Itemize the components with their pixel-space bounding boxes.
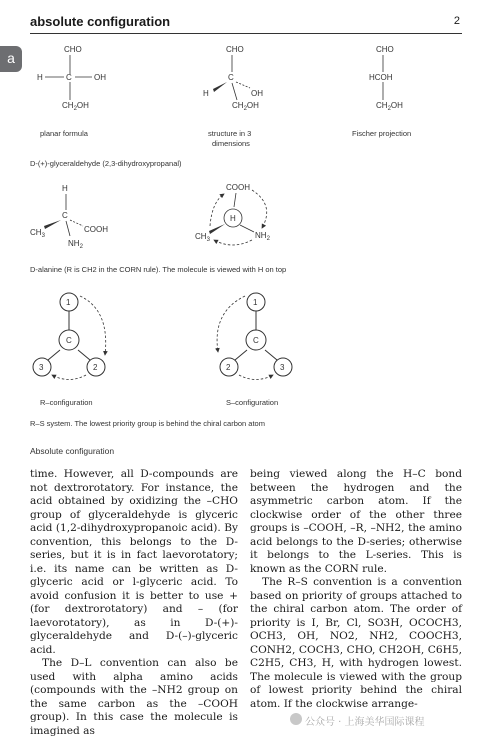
section-tab: a	[0, 46, 22, 72]
node-label: 1	[66, 298, 71, 307]
figure2-subcaption: D-alanine (R is CH2 in the CORN rule). The molecule is viewed with H on top	[30, 265, 287, 274]
node-label: 2	[226, 363, 231, 372]
atom-label: $CH_3$	[30, 228, 45, 239]
planar-formula	[37, 45, 106, 112]
atom-label: COOH	[226, 183, 250, 192]
atom-label: C	[228, 73, 234, 82]
body-column-right	[250, 468, 462, 711]
page-title: absolute configuration	[30, 14, 171, 29]
caption-r: R–configuration	[40, 398, 93, 407]
r-configuration	[33, 293, 106, 380]
atom-label: CHO	[376, 45, 394, 54]
s-configuration	[217, 293, 292, 380]
atom-label: $CH_2OH$	[232, 101, 259, 112]
section-label: Absolute configuration	[30, 446, 115, 456]
atom-label: $CH_2OH$	[376, 101, 403, 112]
node-label: C	[66, 336, 72, 345]
watermark-text: 公众号 · 上海美华国际课程	[305, 717, 425, 728]
page-number: 2	[453, 15, 460, 27]
atom-label: C	[66, 73, 72, 82]
body-column-left	[30, 468, 238, 738]
fischer-projection	[369, 45, 403, 112]
node-label: C	[253, 336, 259, 345]
alanine-view	[195, 183, 271, 245]
alanine-structure	[30, 184, 108, 250]
body-paragraph: time. However, all D-compounds are not dextrorotatory. For instance, the acid obtained by oxidizing the –CHO group of glyceraldehyde is glyceric acid (1,2-dihydroxypropanoic acid). By convention, this belongs to the D-series, but it is in fact laevorotatory; i.e. its name can be written as D-glyceric acid or l-glyceric acid. To avoid confusion it is better to use + (for dextrorotatory) and – (for laevorotatory), as in D-(+)-glyceraldehyde and D-(–)-glyceric acid.	[30, 468, 238, 656]
node-label: 2	[93, 363, 98, 372]
atom-label: H	[203, 89, 209, 98]
atom-label: $CH_2OH$	[62, 101, 89, 112]
atom-label: CHO	[226, 45, 244, 54]
figure3-subcaption: R–S system. The lowest priority group is behind the chiral carbon atom	[30, 419, 265, 428]
node-label: 3	[280, 363, 285, 372]
atom-label: $NH_2$	[255, 231, 270, 242]
caption-3d-line2: dimensions	[212, 139, 250, 148]
atom-label: H	[230, 214, 236, 223]
atom-label: C	[62, 211, 68, 220]
caption-3d-line1: structure in 3	[208, 129, 252, 138]
node-label: 1	[253, 298, 258, 307]
atom-label: OH	[94, 73, 106, 82]
atom-label: $NH_2$	[68, 239, 83, 250]
atom-label: CHO	[64, 45, 82, 54]
atom-label: H	[62, 184, 68, 193]
body-paragraph: The R–S convention is a convention based on priority of groups attached to the chiral carbon atom. The order of priority is I, Br, Cl, SO3H, OCOCH3, OCH3, OH, NO2, NH2, COOCH3, CONH2, COCH3, CHO, CH2OH, C6H5, C2H5, CH3, H, with hydrogen lowest. The molecule is viewed with the group of lowest priority behind the chiral atom. If the clockwise arrange-	[250, 576, 462, 710]
node-label: 3	[39, 363, 44, 372]
atom-label: $CH_3$	[195, 232, 210, 243]
figure1-subcaption: D-(+)-glyceraldehyde (2,3-dihydroxypropanal)	[30, 159, 182, 168]
caption-s: S–configuration	[226, 398, 279, 407]
caption-planar: planar formula	[40, 129, 88, 138]
watermark-icon	[290, 713, 302, 725]
structure-3d	[203, 45, 263, 112]
body-paragraph: The D–L convention can also be used with alpha amino acids (compounds with the –NH2 group on the same carbon as the –COOH group). In this case the molecule is imagined as	[30, 657, 238, 737]
body-paragraph: being viewed along the H–C bond between the hydrogen and the asymmetric carbon atom. If the clockwise order of the other three groups is –COOH, –R, –NH2, the amino acid belongs to the D-series; otherwise it belongs to the L-series. This is known as the CORN rule.	[250, 468, 462, 575]
atom-label: H	[37, 73, 43, 82]
atom-label: HCOH	[369, 73, 393, 82]
atom-label: COOH	[84, 225, 108, 234]
atom-label: OH	[251, 89, 263, 98]
caption-fischer: Fischer projection	[352, 129, 412, 138]
